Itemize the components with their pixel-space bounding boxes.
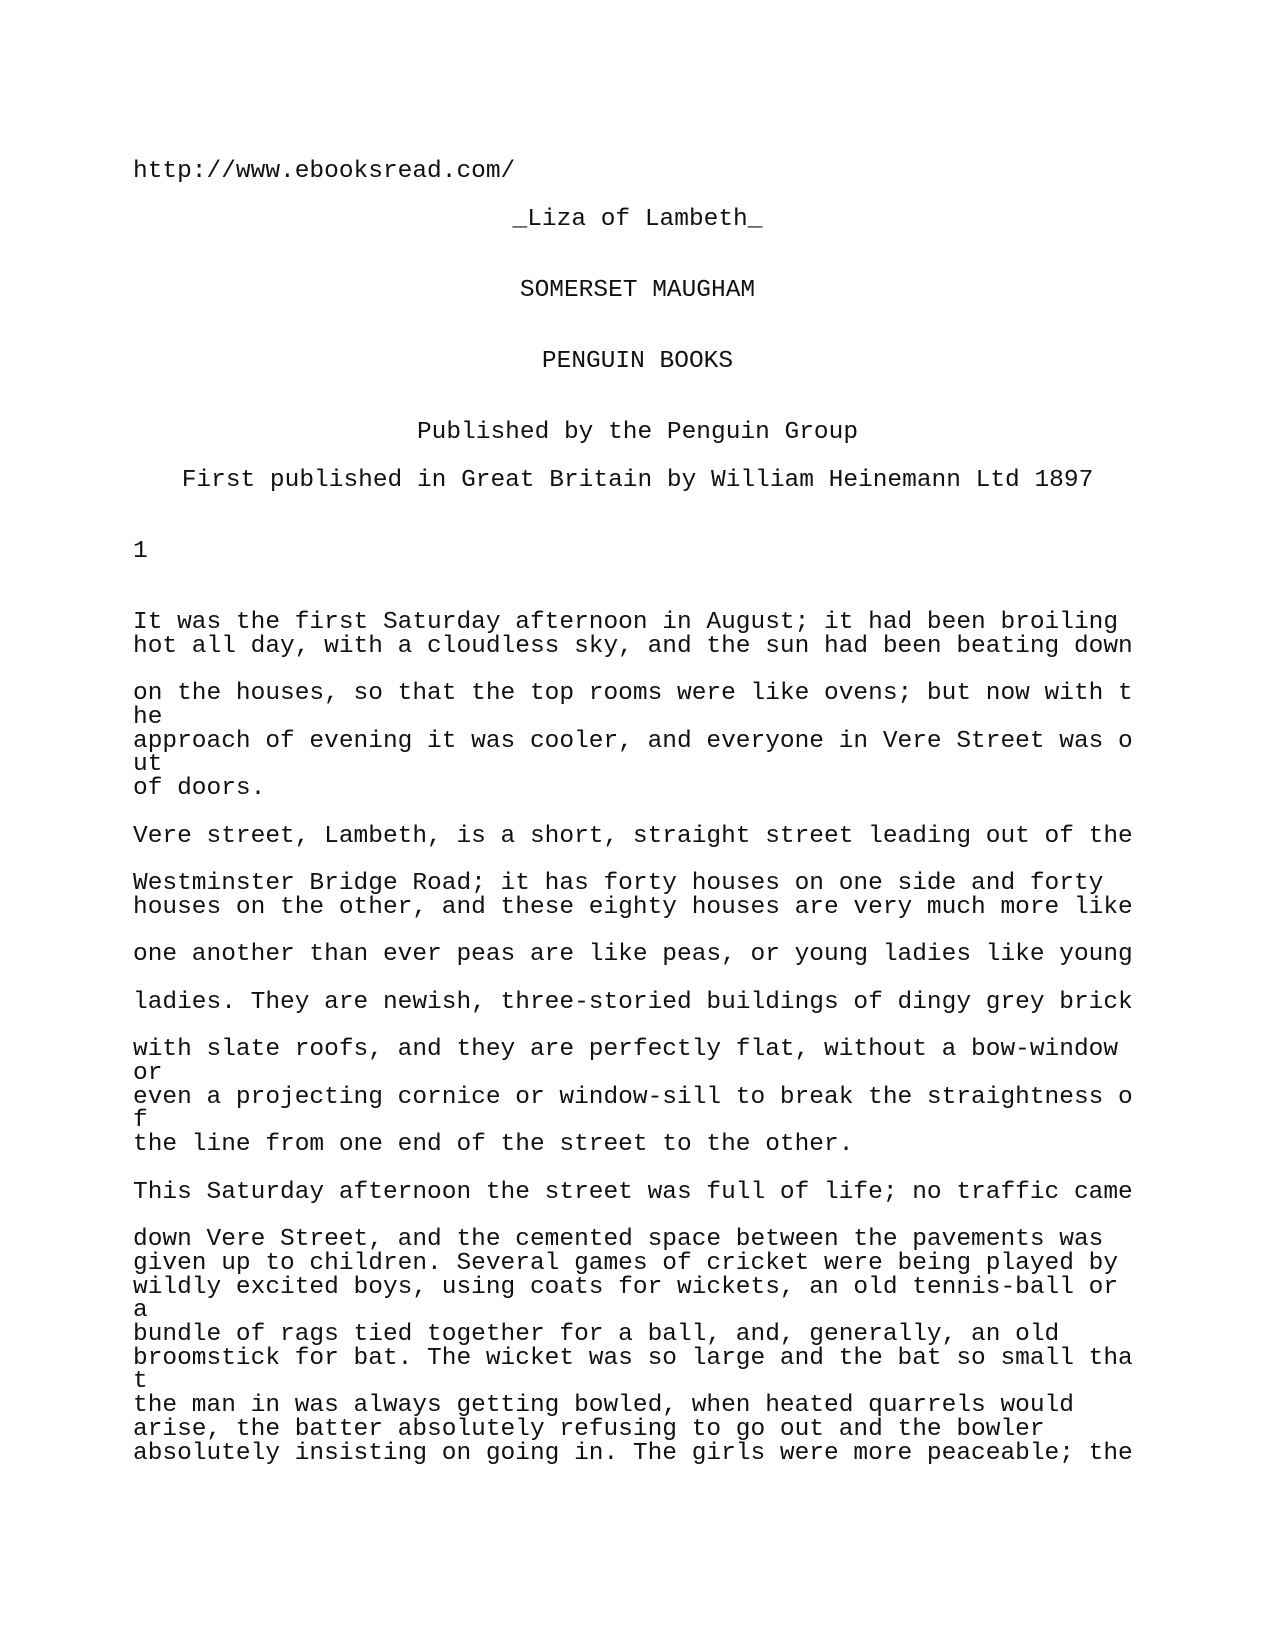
body-line: hot all day, with a cloudless sky, and the sun had been beating down: [133, 633, 1133, 660]
body-line: houses on the other, and these eighty houses are very much more like: [133, 894, 1133, 921]
body-line: It was the first Saturday afternoon in August; it had been broiling: [133, 609, 1119, 636]
body-line: approach of evening it was cooler, and everyone in Vere Street was o: [133, 728, 1133, 755]
body-line: with slate roofs, and they are perfectly flat, without a bow-window: [133, 1036, 1119, 1063]
body-line: one another than ever peas are like peas, or young ladies like young: [133, 941, 1133, 968]
chapter-number: 1: [133, 538, 148, 565]
body-line: wildly excited boys, using coats for wickets, an old tennis-ball or: [133, 1274, 1119, 1301]
book-title: _Liza of Lambeth_: [512, 206, 763, 233]
body-line: the man in was always getting bowled, when heated quarrels would: [133, 1392, 1074, 1419]
body-line: f: [133, 1107, 148, 1134]
body-line: or: [133, 1060, 163, 1087]
body-line: t: [133, 1368, 148, 1395]
body-line: even a projecting cornice or window-sill to break the straightness o: [133, 1084, 1133, 1111]
body-line: This Saturday afternoon the street was full of life; no traffic came: [133, 1179, 1133, 1206]
body-line: bundle of rags tied together for a ball, and, generally, an old: [133, 1321, 1060, 1348]
body-line: broomstick for bat. The wicket was so large and the bat so small tha: [133, 1345, 1133, 1372]
body-line: ladies. They are newish, three-storied buildings of dingy grey brick: [133, 989, 1133, 1016]
body-line: down Vere Street, and the cemented space between the pavements was: [133, 1226, 1104, 1253]
first-published-line: First published in Great Britain by William Heinemann Ltd 1897: [181, 467, 1094, 494]
body-line: given up to children. Several games of cricket were being played by: [133, 1250, 1119, 1277]
body-line: Westminster Bridge Road; it has forty houses on one side and forty: [133, 870, 1104, 897]
body-line: Vere street, Lambeth, is a short, straight street leading out of the: [133, 823, 1133, 850]
body-line: the line from one end of the street to the other.: [133, 1131, 854, 1158]
body-line: ut: [133, 751, 163, 778]
body-line: he: [133, 704, 163, 731]
source-url: http://www.ebooksread.com/: [133, 158, 516, 185]
body-line: a: [133, 1297, 148, 1324]
author-name: SOMERSET MAUGHAM: [519, 277, 756, 304]
published-by-line: Published by the Penguin Group: [416, 419, 859, 446]
publisher-name: PENGUIN BOOKS: [541, 348, 734, 375]
body-line: on the houses, so that the top rooms were like ovens; but now with t: [133, 680, 1133, 707]
body-line: absolutely insisting on going in. The girls were more peaceable; the: [133, 1440, 1133, 1467]
body-line: of doors.: [133, 775, 266, 802]
body-line: arise, the batter absolutely refusing to go out and the bowler: [133, 1416, 1045, 1443]
